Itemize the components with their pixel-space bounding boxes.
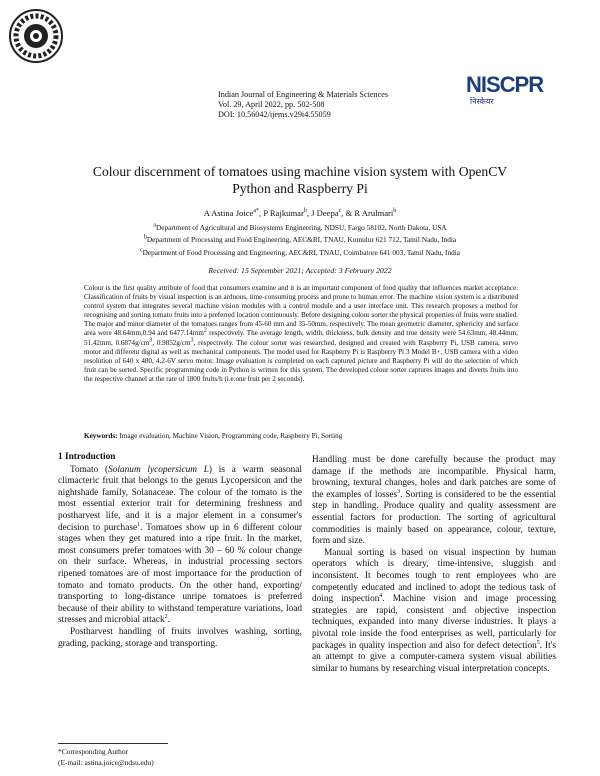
right-p2-sup-1: 4 — [379, 593, 383, 600]
abstract-sup-2: 3 — [149, 337, 153, 344]
right-p2-sup-2: 5 — [536, 639, 540, 646]
left-p1-text-b: ) is a warm seasonal climacteric fruit that belongs to the genus Lycopersicon and the nightshade family, Solanaceae. The colour of the tomato is the most essential exterior trait for determining freshness and postharvest life, and it is a major element in a consumer's decision to purchase — [58, 464, 302, 533]
author-3: , J Deepa — [306, 208, 339, 218]
left-p1-sup-2: 2 — [164, 614, 168, 621]
right-paragraph-2 — [312, 548, 556, 676]
paper-title — [40, 163, 560, 197]
keywords — [84, 432, 518, 440]
doi: DOI: 10.56042/ijems.v29i4.55059 — [218, 110, 331, 119]
abstract-text-4: , respectively. The colour sorter was researched, designed and created with Raspberry Pi, USB camera, servo motor and different digital as well as mechanical components. The model used for Raspberry Pi is Raspberry Pi 3 Model B+, USB camera with a video resolution of 640 x 480, 4.2-6V servo motor. Image evaluation is completed on each captured picture and Raspberry Pi will do the selection of which fruit can be sorted. Specific programming code in Python is written for this system. The developed colour sorter captures images and diverts fruits into the respective channel at the rate of 1800 fruits/h (i.e.one fruit per 2 seconds). — [84, 338, 518, 383]
journal-seal-logo — [8, 8, 64, 64]
affiliation-b-text: Department of Processing and Food Engineering, AEC&RI, TNAU, Kumulur 621 712, Tamil Nadu, India — [146, 235, 457, 245]
left-p1-species: Solanum lycopersicum L — [108, 464, 209, 475]
right-p1-sup-1: 3 — [397, 488, 401, 495]
footnote — [58, 746, 154, 768]
author-list — [40, 208, 560, 218]
right-column — [312, 455, 556, 675]
title-line-1: Colour discernment of tomatoes using machine vision system with OpenCV — [92, 164, 508, 179]
author-1: A Astina Joice — [203, 208, 254, 218]
title-line-2: Python and Raspberry Pi — [232, 181, 368, 196]
affiliation-a-text: Department of Agricultural and Biosystems Engineering, NDSU, Fargo 58102, North Dakota, USA — [155, 223, 447, 232]
left-p1-sup-1: 1 — [137, 521, 141, 528]
abstract-sup-1: 2 — [203, 328, 207, 335]
right-p1-text-b: . Sorting is considered to be the essential step in handling. Produce quality and quality assessment are essential factors for production. The sorting of agricultural commodities is mainly based on appearance, colour, texture, form and size. — [312, 489, 556, 547]
right-p2-text-a: Manual sorting is based on visual inspection by human operators which is dreary, time-intensive, sluggish and inconsistent. It becomes tough to rent employees who are competently educated and inclined to adopt the tedious task of doing inspection — [312, 547, 556, 605]
affiliation-a-sup: a — [153, 222, 156, 229]
keywords-text: Image evaluation, Machine Vision, Programming code, Raspberry Pi, Sorting — [117, 432, 343, 440]
affiliation-c-sup: c — [139, 247, 143, 254]
keywords-label: Keywords: — [84, 432, 118, 440]
affiliation-c — [40, 247, 560, 259]
affiliation-a — [40, 222, 560, 234]
author-3-sup: c — [338, 208, 342, 215]
abstract — [84, 284, 518, 384]
journal-info — [218, 90, 448, 120]
left-p1-text-a: Tomato ( — [70, 464, 109, 475]
author-2-sup: b — [303, 208, 307, 215]
publisher-logo-subtext: निस्केयर — [470, 97, 494, 106]
publisher-logo-text: NISCPR — [466, 72, 544, 97]
left-p1-text-c: . Tomatoes show up in 6 different colour stages when they get matured into a ripe fruit. In the market, most consumers prefer tomatoes with 30 – 60 % colour change on their surface. Whereas, in industrial processing sectors ripened tomatoes are of most importance for the production of tomato and tomato products. On the other hand, exporting/ transporting to long-distance unripe tomatoes is preferred because of their ability to withstand temperature variations, load stresses and microbial attack — [58, 522, 302, 626]
journal-name: Indian Journal of Engineering & Materials Sciences — [218, 90, 389, 99]
publisher-logo — [466, 72, 550, 108]
abstract-sup-3: 3 — [190, 337, 194, 344]
corresponding-author: *Corresponding Author — [58, 747, 129, 756]
abstract-text-1: Colour is the first quality attribute of food that consumers examine and it is an important component of food quality that influences market acceptance. Classification of fruits by visual inspection is an arduous, time-consuming process and prone to human error. The machine vision system is a distributed control system that integrates several machine vision modules with a control module and a user interface unit. This research proposes a method for recognising and sorting tomato fruits into a preferred location continuously. Before designing colour sorter the physical properties of fruits were studied. The major and minor diameter of the tomatoes ranges from 45-60 mm and 35-50mm, respectively. The mean geometric diameter, sphericity and surface area were 48.64mm,0.94 and 6477.14mm — [84, 284, 518, 338]
volume-pages: Vol. 29, April 2022, pp. 502-508 — [218, 100, 325, 109]
left-p1-text-d: . — [167, 615, 170, 626]
affiliations — [40, 222, 560, 259]
author-4: , & R Arulmari — [341, 208, 394, 218]
affiliation-c-text: Department of Food Processing and Engineering, AEC&RI, TNAU, Coimbatore 641 003, Tamil Nadu, India — [142, 247, 461, 257]
abstract-text-3: , 0.9852g/cm — [152, 338, 191, 347]
author-2: , P Rajkumar — [259, 208, 304, 218]
received-accepted-dates: Received: 15 September 2021; Accepted: 3 February 2022 — [208, 266, 392, 275]
affiliation-b — [40, 234, 560, 246]
author-4-sup: b — [393, 208, 397, 215]
left-paragraph-1 — [58, 465, 302, 627]
corresponding-email: (E-mail: astina.joice@ndsu.edu) — [58, 758, 154, 767]
footnote-divider — [58, 743, 168, 744]
right-p2-text-b: . Machine vision and image processing strategies are rapid, consistent and objective inspection techniques, expanded into many diverse industries. It plays a pivotal role inside the food enterprises as well, particularly for packages in quality inspection and also for defect detection — [312, 594, 556, 651]
author-1-sup: a* — [253, 208, 260, 215]
left-paragraph-2: Postharvest handling of fruits involves washing, sorting, grading, packing, storage and transporting. — [58, 626, 302, 649]
right-p2-text-c: . It's an attempt to give a computer-camera system visual abilities similar to humans by researching visual interpretation concepts. — [312, 640, 557, 674]
left-column — [58, 452, 302, 650]
right-p1-text-a: Handling must be done carefully because the product may damage if the methods are incompatible. Physical harm, browning, textural changes, holes and dark patches are some of the examples of losses — [312, 455, 556, 500]
section-heading-introduction: 1 Introduction — [58, 452, 116, 462]
affiliation-b-sup: b — [143, 234, 147, 241]
abstract-text-2: respectively. The average length, width, thickness, bulk density and true density were 54.63mm, 48.44mm, 51.42mm, 0.6874g/cm — [84, 329, 518, 347]
right-paragraph-1 — [312, 455, 556, 548]
